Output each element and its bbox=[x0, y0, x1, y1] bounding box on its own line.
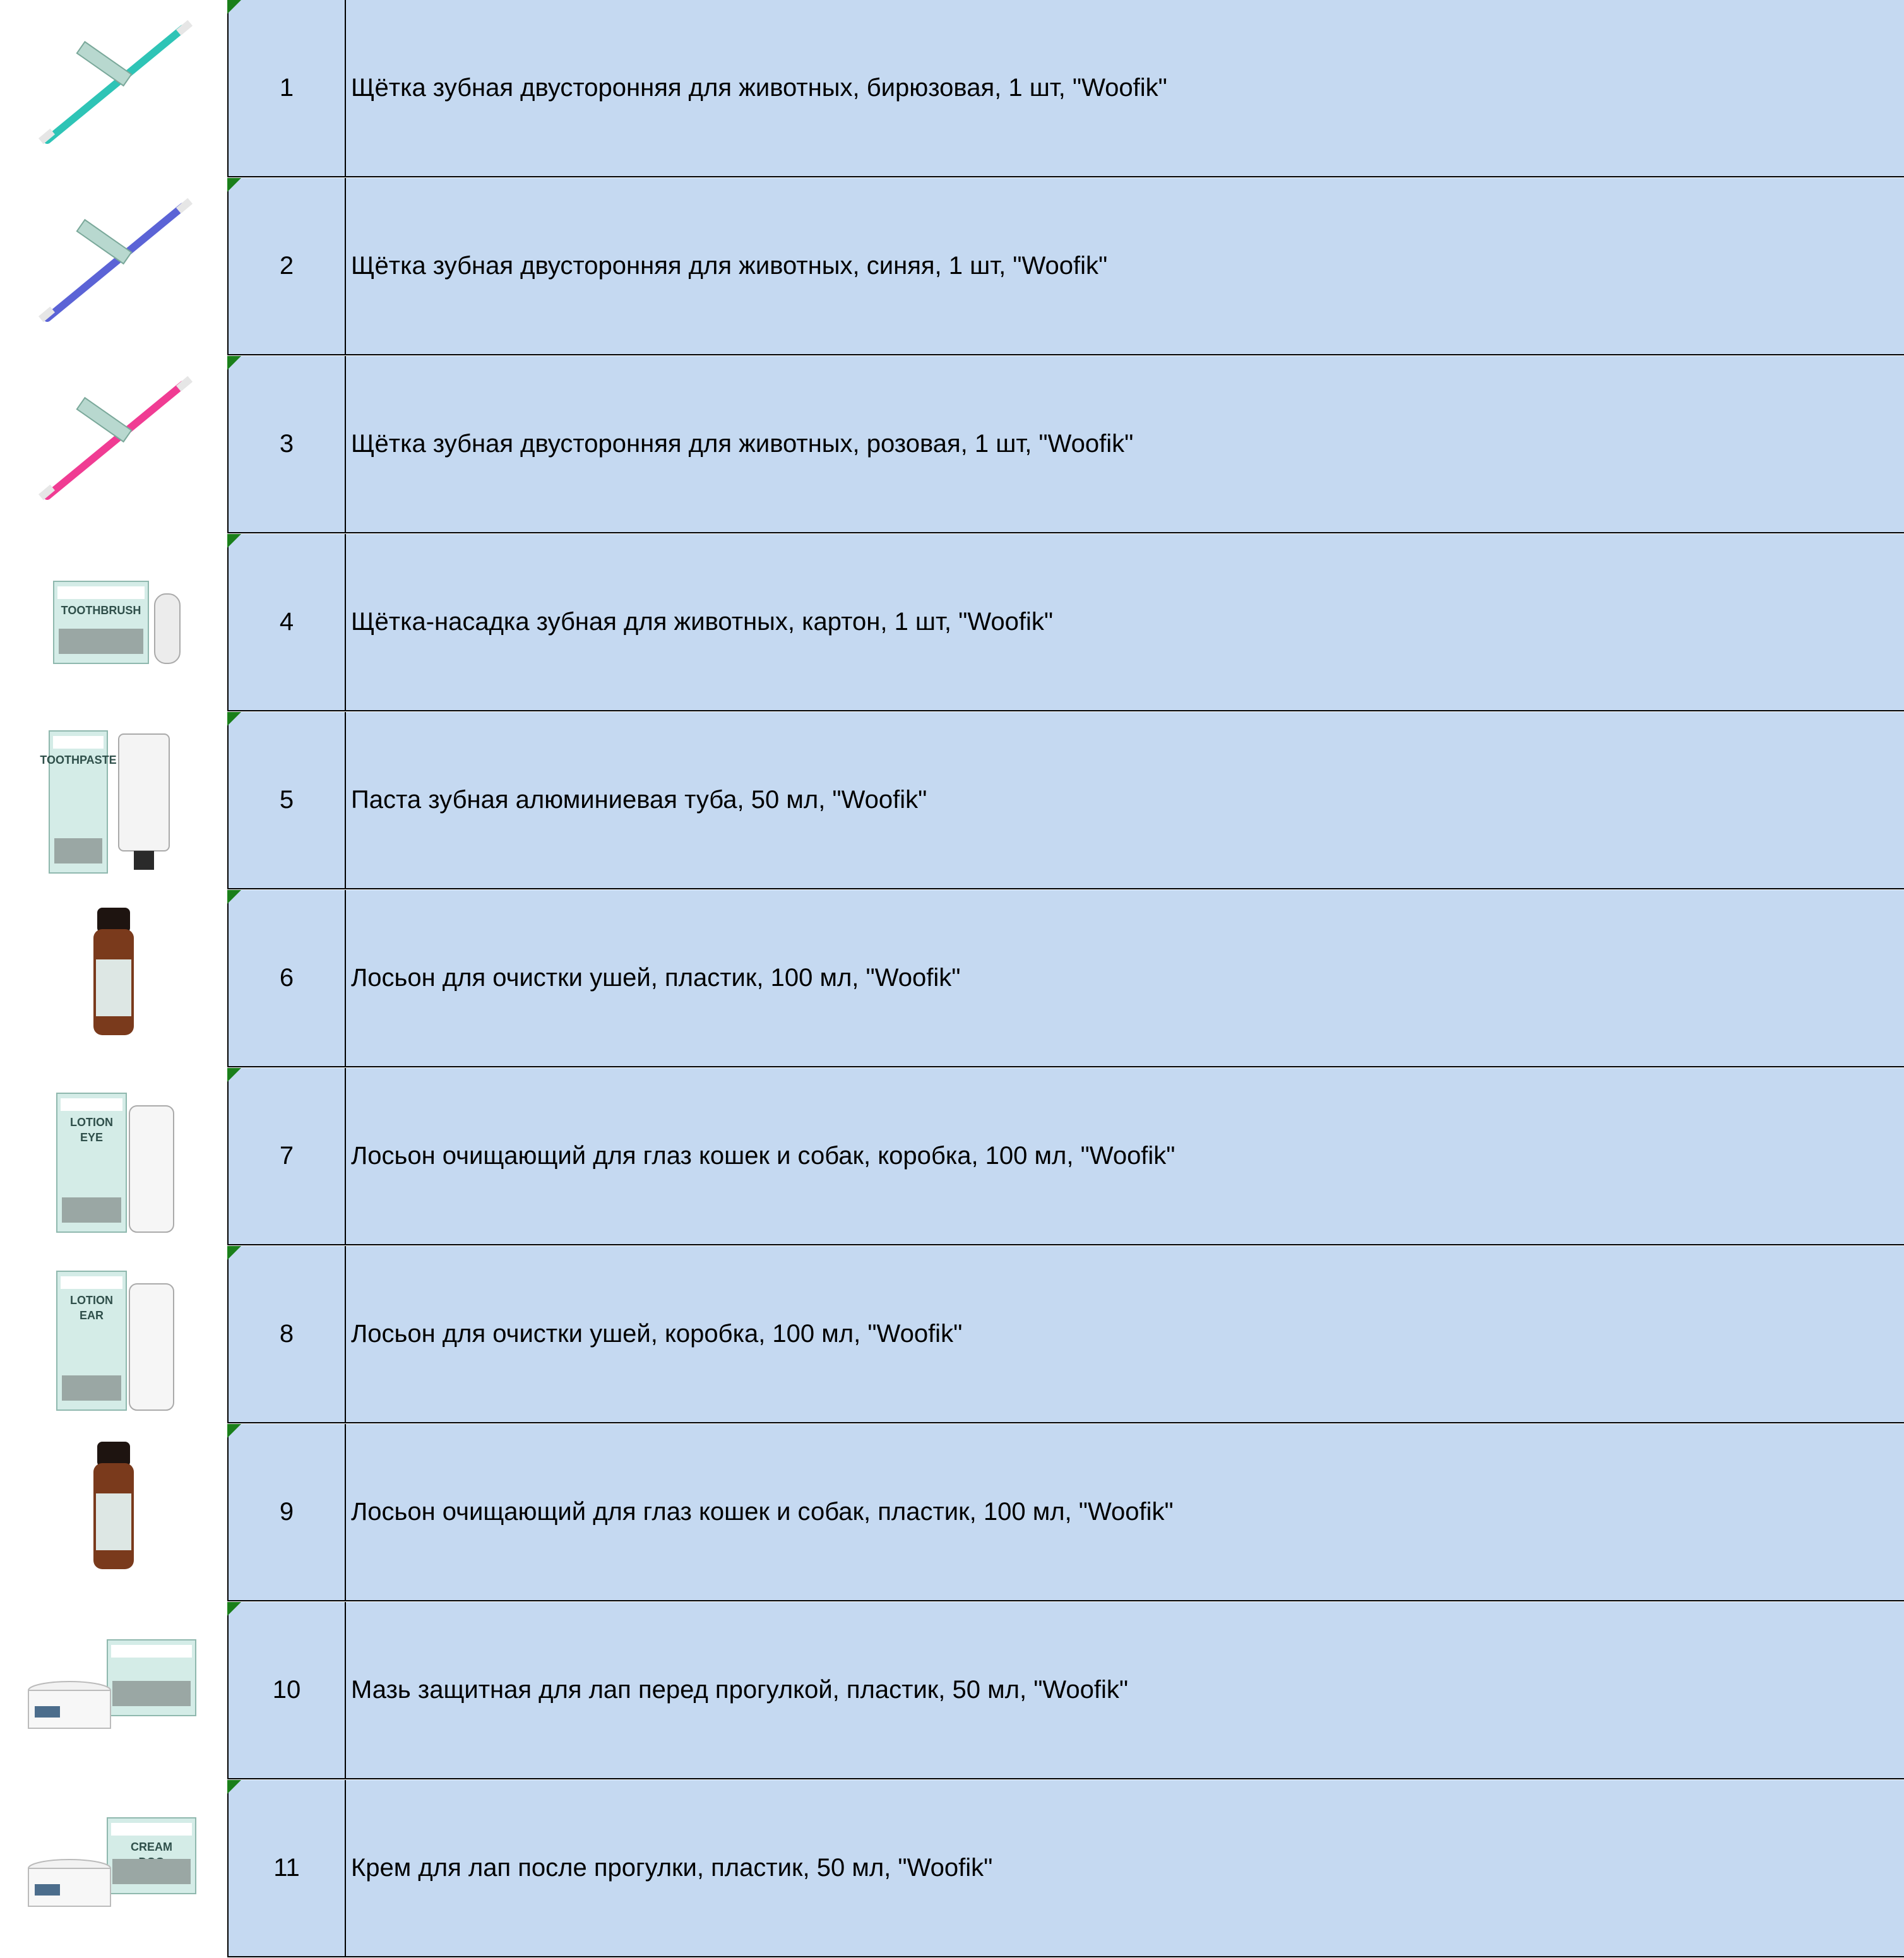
cell-comment-indicator bbox=[227, 712, 241, 726]
product-image-cell[interactable] bbox=[0, 890, 227, 1068]
product-name-cell[interactable]: Лосьон очищающий для глаз кошек и собак, коробка, 100 мл, "Woofik" bbox=[346, 1068, 1904, 1245]
row-number-cell[interactable]: 1 bbox=[227, 0, 346, 177]
row-number-cell[interactable]: 5 bbox=[227, 712, 346, 889]
svg-text:EYE: EYE bbox=[80, 1131, 104, 1144]
cell-comment-indicator bbox=[227, 890, 241, 904]
table-row bbox=[0, 0, 1904, 178]
product-name-cell[interactable]: Паста зубная алюминиевая туба, 50 мл, "Woofik" bbox=[346, 712, 1904, 889]
cell-comment-indicator bbox=[227, 0, 241, 14]
lotion-ear-box-image bbox=[0, 1246, 227, 1424]
table-row bbox=[0, 1246, 1904, 1424]
product-image-cell[interactable] bbox=[0, 356, 227, 534]
cell-comment-indicator bbox=[227, 534, 241, 548]
table-row bbox=[0, 712, 1904, 890]
table-row bbox=[0, 1068, 1904, 1246]
product-name-cell[interactable]: Щётка зубная двусторонняя для животных, синяя, 1 шт, "Woofik" bbox=[346, 178, 1904, 355]
cell-comment-indicator bbox=[227, 178, 241, 192]
toothbrush-blue-image bbox=[0, 178, 227, 356]
product-image-cell[interactable] bbox=[0, 1246, 227, 1424]
cell-comment-indicator bbox=[227, 1246, 241, 1260]
table-row bbox=[0, 890, 1904, 1068]
product-name-cell[interactable]: Щётка-насадка зубная для животных, картон, 1 шт, "Woofik" bbox=[346, 534, 1904, 711]
product-name-cell[interactable]: Крем для лап после прогулки, пластик, 50 мл, "Woofik" bbox=[346, 1780, 1904, 1957]
svg-text:TOOTHPASTE: TOOTHPASTE bbox=[40, 754, 117, 766]
table-row bbox=[0, 1602, 1904, 1780]
row-number-cell[interactable]: 7 bbox=[227, 1068, 346, 1245]
svg-text:TOOTHBRUSH: TOOTHBRUSH bbox=[61, 604, 141, 617]
product-image-cell[interactable] bbox=[0, 0, 227, 178]
table-row bbox=[0, 534, 1904, 712]
toothpaste-box-tube-image bbox=[0, 712, 227, 890]
cell-comment-indicator bbox=[227, 1602, 241, 1616]
table-row bbox=[0, 178, 1904, 356]
product-image-cell[interactable] bbox=[0, 178, 227, 356]
toothbrush-turquoise-image bbox=[0, 0, 227, 178]
product-image-cell[interactable] bbox=[0, 1780, 227, 1958]
product-name-cell[interactable]: Мазь защитная для лап перед прогулкой, пластик, 50 мл, "Woofik" bbox=[346, 1602, 1904, 1779]
brown-bottle-image bbox=[0, 1424, 227, 1602]
product-name-cell[interactable]: Лосьон для очистки ушей, коробка, 100 мл, "Woofik" bbox=[346, 1246, 1904, 1423]
paw-balm-jar-box-image bbox=[0, 1602, 227, 1780]
svg-text:LOTION: LOTION bbox=[70, 1116, 113, 1129]
row-number-cell[interactable]: 8 bbox=[227, 1246, 346, 1423]
row-number-cell[interactable]: 11 bbox=[227, 1780, 346, 1957]
row-number-cell[interactable]: 9 bbox=[227, 1424, 346, 1601]
svg-text:CREAM: CREAM bbox=[131, 1841, 172, 1853]
lotion-eye-box-image bbox=[0, 1068, 227, 1246]
brown-bottle-image bbox=[0, 890, 227, 1068]
product-image-cell[interactable] bbox=[0, 1602, 227, 1780]
product-image-cell[interactable] bbox=[0, 1424, 227, 1602]
product-name-cell[interactable]: Щётка зубная двусторонняя для животных, розовая, 1 шт, "Woofik" bbox=[346, 356, 1904, 533]
product-name-cell[interactable]: Щётка зубная двусторонняя для животных, бирюзовая, 1 шт, "Woofik" bbox=[346, 0, 1904, 177]
table-row bbox=[0, 1780, 1904, 1958]
cell-comment-indicator bbox=[227, 356, 241, 370]
product-image-cell[interactable] bbox=[0, 534, 227, 712]
product-name-cell[interactable]: Лосьон очищающий для глаз кошек и собак, пластик, 100 мл, "Woofik" bbox=[346, 1424, 1904, 1601]
product-image-cell[interactable] bbox=[0, 1068, 227, 1246]
cell-comment-indicator bbox=[227, 1780, 241, 1794]
finger-brush-box-image bbox=[0, 534, 227, 712]
cell-comment-indicator bbox=[227, 1424, 241, 1438]
row-number-cell[interactable]: 4 bbox=[227, 534, 346, 711]
paw-cream-jar-box-image bbox=[0, 1780, 227, 1958]
cell-comment-indicator bbox=[227, 1068, 241, 1082]
toothbrush-pink-image bbox=[0, 356, 227, 534]
product-image-cell[interactable] bbox=[0, 712, 227, 890]
table-row bbox=[0, 356, 1904, 534]
row-number-cell[interactable]: 6 bbox=[227, 890, 346, 1067]
svg-text:LOTION: LOTION bbox=[70, 1294, 113, 1307]
row-number-cell[interactable]: 2 bbox=[227, 178, 346, 355]
svg-text:EAR: EAR bbox=[79, 1309, 104, 1322]
row-number-cell[interactable]: 10 bbox=[227, 1602, 346, 1779]
table-row bbox=[0, 1424, 1904, 1602]
product-name-cell[interactable]: Лосьон для очистки ушей, пластик, 100 мл, "Woofik" bbox=[346, 890, 1904, 1067]
row-number-cell[interactable]: 3 bbox=[227, 356, 346, 533]
